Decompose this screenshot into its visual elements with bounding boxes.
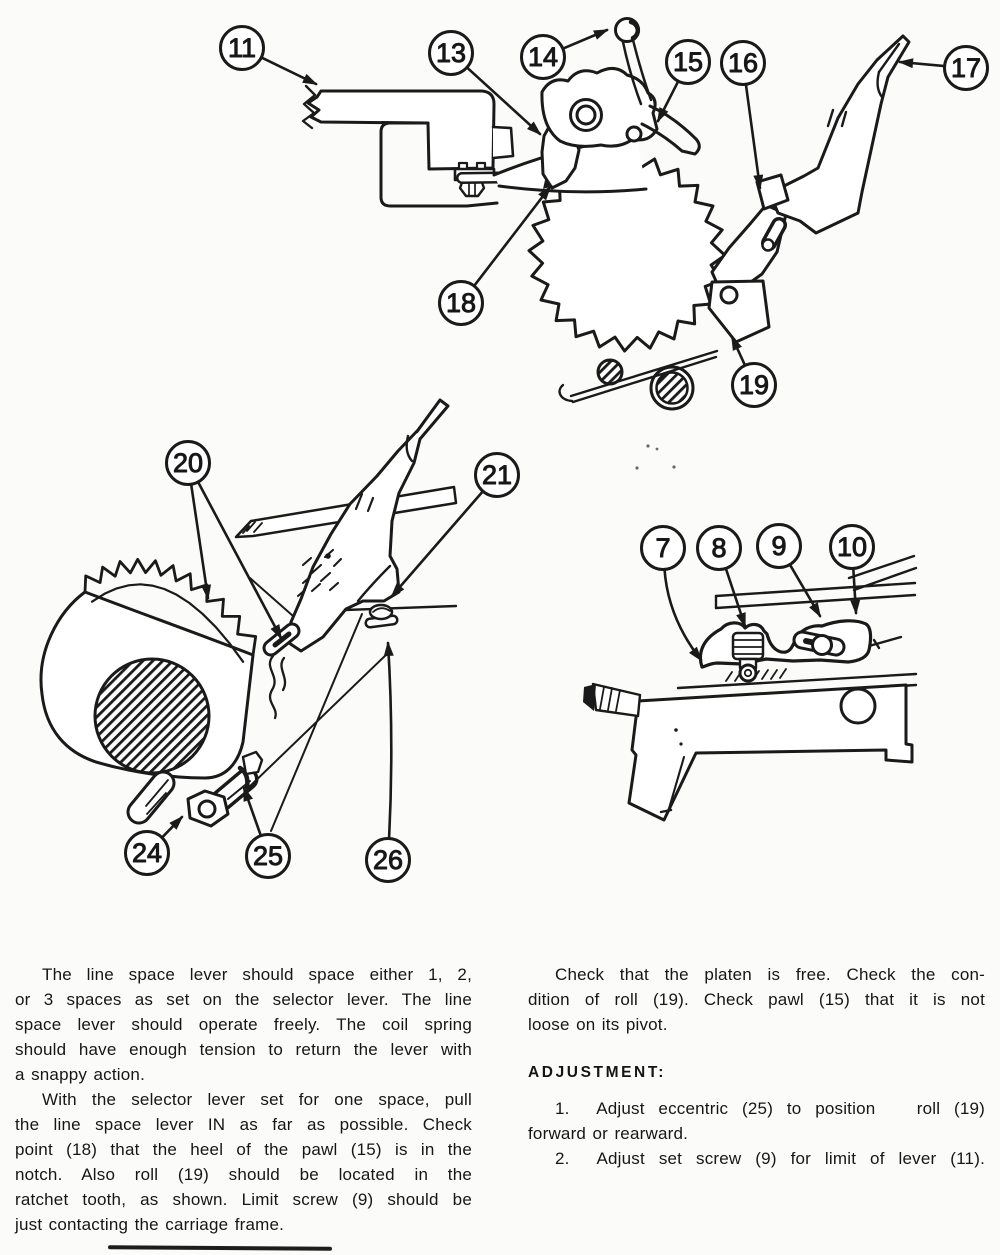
text-line: The line space lever should space either 1, 2, — [42, 965, 472, 984]
limit-screw — [733, 633, 763, 681]
text-line: With the selector lever set for one space, pull — [42, 1090, 472, 1109]
scan-specks — [635, 444, 675, 469]
text-line: Check that the platen is free. Check the con- — [555, 965, 985, 984]
figure-line-space-mechanism — [221, 19, 988, 470]
callout-19 — [731, 335, 775, 406]
callout-number: 19 — [738, 370, 770, 400]
callout-15 — [657, 41, 709, 123]
callout-number: 16 — [727, 48, 759, 78]
callout-17 — [898, 47, 987, 90]
callout-16 — [722, 42, 765, 190]
text-line: space lever should operate freely. The coil spring — [15, 1015, 472, 1034]
adjustment-items — [528, 1096, 985, 1171]
callout-21 — [391, 454, 519, 598]
adjustment-heading: ADJUSTMENT: — [528, 1064, 666, 1081]
callout-24 — [126, 816, 184, 875]
lever-arm-bracket — [303, 86, 513, 206]
leader-line — [665, 569, 701, 660]
leader-arrowhead — [593, 29, 609, 39]
callout-number: 20 — [172, 448, 204, 478]
limit-screw-bracket — [700, 621, 870, 681]
callout-number: 25 — [252, 841, 284, 871]
text-column-left — [15, 962, 472, 1237]
pawl-pin — [627, 127, 641, 141]
platen-shaft — [95, 659, 209, 773]
hex-nut — [188, 791, 228, 826]
line-space-lever — [771, 36, 909, 233]
figure-carriage-frame — [583, 525, 916, 821]
callout-7 — [642, 527, 703, 662]
callout-number: 24 — [131, 838, 163, 868]
text-line: notch. Also roll (19) should be located in the — [15, 1165, 472, 1184]
text-line: point (18) that the heel of the pawl (15) is in the — [15, 1140, 472, 1159]
leader-line — [191, 484, 208, 598]
callout-number: 21 — [481, 460, 513, 490]
pivot-stud — [139, 780, 168, 814]
text-line: the line space lever IN as far as possible. Check — [15, 1115, 472, 1134]
leader-line — [388, 643, 391, 839]
callout-number: 17 — [950, 53, 982, 83]
text-line: ratchet tooth, as shown. Limit screw (9) should be — [15, 1190, 472, 1209]
leader-line — [746, 84, 760, 188]
text-line: 1. Adjust eccentric (25) to position roll (19) — [555, 1099, 985, 1118]
frame-hole — [841, 689, 875, 723]
leader-arrowhead — [302, 74, 318, 85]
callout-number: 9 — [771, 531, 787, 561]
callout-number: 15 — [672, 47, 704, 77]
callout-number: 14 — [527, 42, 559, 72]
leader-arrowhead — [850, 600, 860, 615]
callout-number: 26 — [372, 845, 404, 875]
callout-number: 8 — [711, 533, 727, 563]
callout-11 — [221, 27, 318, 85]
text-line: 2. Adjust set screw (9) for limit of lever (11). — [555, 1149, 985, 1168]
callout-26 — [367, 641, 410, 881]
scan-artifact-streak — [108, 1245, 332, 1251]
figure-ratchet-perspective — [41, 400, 518, 882]
callout-number: 13 — [435, 38, 467, 68]
callout-number: 11 — [227, 33, 257, 63]
slotted-screw — [270, 631, 292, 718]
roll-holder — [709, 281, 769, 342]
detent-lever — [709, 205, 786, 342]
text-line: should have enough tension to return the lever with — [15, 1040, 472, 1059]
text-line: dition of roll (19). Check pawl (15) that it is not — [528, 990, 985, 1009]
text-line: just contacting the carriage frame. — [15, 1215, 285, 1234]
leader-arrowhead — [809, 602, 821, 617]
callout-8 — [698, 527, 746, 628]
carriage-end-wedge — [583, 684, 640, 716]
text-line: loose on its pivot. — [528, 1015, 668, 1034]
leader-line — [198, 482, 281, 638]
text-line: or 3 spaces as set on the selector lever. The line — [15, 990, 472, 1009]
callout-number: 10 — [836, 532, 868, 562]
platen-check-paragraph — [528, 962, 985, 1037]
text-line: forward or rearward. — [528, 1124, 689, 1143]
callout-number: 18 — [445, 288, 477, 318]
callout-number: 7 — [655, 533, 671, 563]
dome-nut — [370, 605, 393, 623]
text-column-right — [528, 962, 985, 1171]
text-line: a snappy action. — [15, 1065, 146, 1084]
callout-10 — [831, 526, 874, 615]
callout-25 — [243, 786, 289, 877]
callout-20 — [167, 442, 282, 640]
